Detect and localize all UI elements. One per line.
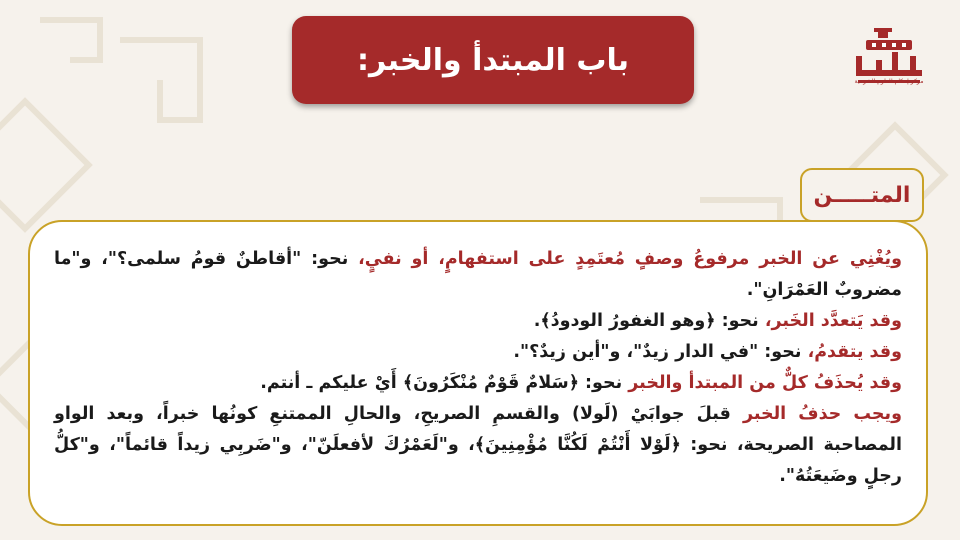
rule-text: قبلَ جوابَيْ (لَولا) والقسمِ الصريحِ، والحالِ الممتنعِ كونُها خبراً، وبعد الواو المصاحبة الصريحة، نحو: ﴿لَوْلا أَنْتُمْ لَكُنَّا مُؤْمِنِينَ﴾، و"لَعَمْرُكَ لأفعلَنّ"، و"ضَربِي زيداً قائماً"، و"كلُّ رجلٍ وضَيعَتُهُ". [54,404,902,486]
tab-label: المتـــــن [813,182,911,208]
content-panel [28,220,928,526]
page-title: باب المبتدأ والخبر: [356,42,630,78]
rule-text: نحو: "في الدار زيدٌ"، و"أين زيدٌ؟". [513,342,808,362]
rule-text: نحو: ﴿وهو الغفورُ الودودُ﴾. [533,311,765,331]
matn-text [54,244,902,492]
ihkam-logo [846,26,932,96]
logo-tagline: مركز إحكام للعلوم الشرعية [854,78,924,85]
rule-lead: وقد يَتعدَّد الخَبر، [764,311,902,331]
paragraph [54,337,902,368]
matn-tab [800,168,924,222]
title-banner [292,16,694,104]
paragraph [54,368,902,399]
rule-text: نحو: ﴿سَلامٌ قَوْمٌ مُنْكَرُونَ﴾ أَيْ عليكم ـ أنتم. [260,373,629,393]
rule-lead: وقد يُحذَفُ كلٌّ من المبتدأ والخبر [628,373,902,393]
rule-lead: ويُغْنِي عن الخبر مرفوعُ وصفٍ مُعتَمِدٍ على استفهامٍ، أو نفيٍ، [358,249,902,269]
rule-lead: وقد يتقدمُ، [807,342,902,362]
rule-text: نحو: "أقاطنٌ قومُ سلمى؟"، و"ما مضروبٌ العَمْرَانِ". [54,249,902,300]
paragraph [54,244,902,306]
rule-lead: ويجب حذفُ الخبر [742,404,902,424]
paragraph [54,306,902,337]
paragraph [54,399,902,492]
